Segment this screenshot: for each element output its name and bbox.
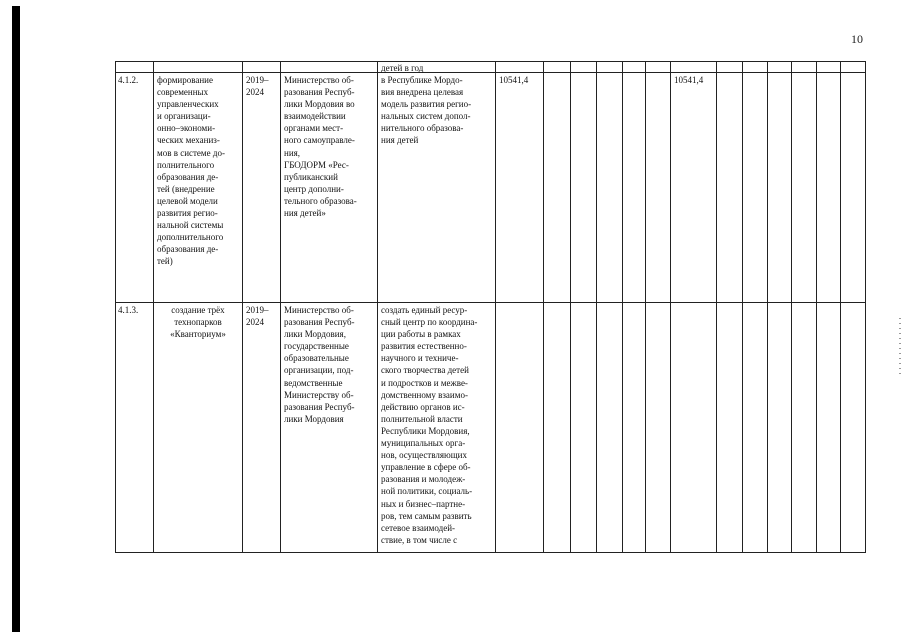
measure-cell: формирование современных управленческих и организаци- онно–экономи- ческих механиз- мов в системе до- полнительного образования де- тей (внедрение целевой модели развития регио- нальной системы дополнительного образования де- тей) [157, 75, 225, 267]
period-cell: 2019– 2024 [246, 75, 269, 98]
measure-cell: создание трёх технопарков «Кванториум» [170, 305, 226, 340]
result-cell: в Республике Мордо- вия внедрена целевая модель развития регио- нальных систем допол- нительного образова- ния детей [381, 75, 472, 146]
page-number: 10 [851, 32, 863, 46]
row-number: 4.1.3. [118, 305, 139, 315]
executor-cell: Министерство об- разования Респуб- лики Мордовия во взаимодействии органами мест- ного самоуправле- ния, ГБОДОРМ «Рес- публиканский центр дополни- тельного образова- ния детей» [284, 75, 357, 219]
result-cell-continued: детей в год [381, 63, 424, 73]
period-cell: 2019– 2024 [246, 305, 269, 328]
total-funding-cell: 10541,4 [499, 75, 529, 85]
result-cell: создать единый ресур- сный центр по координа- ции работы в рамках развития естественно- научного и техниче- ского творчества детей и подростков и межве- домственному взаимо- действию органов ис- полнительной власти Республики Мордовия, муниципальных орга- нов, осуществляющих управление в сфере об- разования и молодеж- ной политики, социаль- ных и бизнес–партне- ров, тем самым развить сетевое взаимодей- ствие, в том числе с [381, 305, 478, 545]
executor-cell: Министерство об- разования Респуб- лики Мордовия, государственные образовательные организации, под- ведомственные Министерству об- разования Респуб- лики Мордовия [284, 305, 355, 424]
year-funding-cell: 10541,4 [674, 75, 704, 85]
row-number: 4.1.2. [118, 75, 139, 85]
